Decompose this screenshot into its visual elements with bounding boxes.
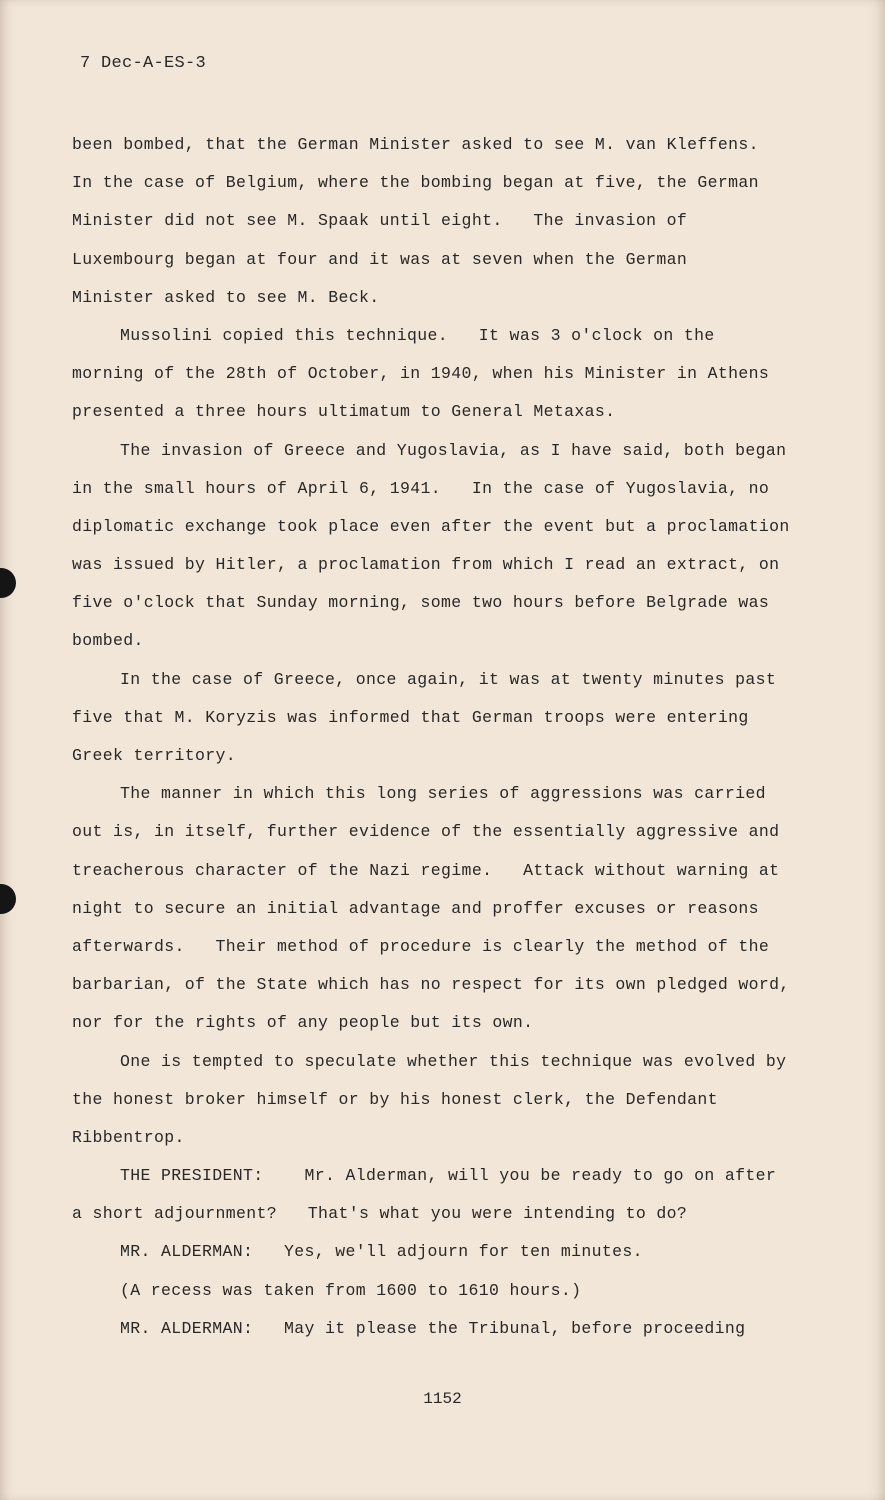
text-line: Mussolini copied this technique. It was 3 o'clock on the [120,325,715,345]
text-line: five that M. Koryzis was informed that German troops were entering [72,707,749,727]
text-line: Minister asked to see M. Beck. [72,287,380,307]
text-line: morning of the 28th of October, in 1940, when his Minister in Athens [72,364,770,384]
text-line: The invasion of Greece and Yugoslavia, as I have said, both began [120,440,787,460]
text-line: a short adjournment? That's what you were intending to do? [72,1204,688,1224]
text-line: out is, in itself, further evidence of the essentially aggressive and [72,822,780,842]
text-line: The manner in which this long series of aggressions was carried [120,784,766,804]
text-line: Ribbentrop. [72,1127,185,1147]
text-line: MR. ALDERMAN: May it please the Tribunal, before proceeding [120,1318,746,1338]
text-line: five o'clock that Sunday morning, some two hours before Belgrade was [72,593,770,613]
text-line: MR. ALDERMAN: Yes, we'll adjourn for ten minutes. [120,1242,643,1262]
text-line: presented a three hours ultimatum to General Metaxas. [72,402,616,422]
punch-hole-top [0,568,16,598]
text-line: was issued by Hitler, a proclamation from which I read an extract, on [72,555,780,575]
text-line: In the case of Greece, once again, it was at twenty minutes past [120,669,777,689]
text-line: (A recess was taken from 1600 to 1610 hours.) [120,1280,582,1300]
text-line: Luxembourg began at four and it was at seven when the German [72,249,688,269]
text-line: afterwards. Their method of procedure is clearly the method of the [72,936,770,956]
page-header-code: 7 Dec-A-ES-3 [80,54,207,73]
text-line: Greek territory. [72,746,237,765]
transcript-body [72,126,790,1348]
text-line: the honest broker himself or by his honest clerk, the Defendant [72,1089,718,1109]
text-line: One is tempted to speculate whether this technique was evolved by [120,1051,787,1071]
text-line: THE PRESIDENT: Mr. Alderman, will you be ready to go on after [120,1166,777,1186]
text-line: Minister did not see M. Spaak until eight. The invasion of [72,211,688,231]
text-line: treacherous character of the Nazi regime. Attack without warning at [72,860,780,880]
text-line: night to secure an initial advantage and proffer excuses or reasons [72,898,759,918]
punch-hole-bottom [0,884,16,914]
text-line: nor for the rights of any people but its own. [72,1013,534,1033]
text-line: bombed. [72,631,144,651]
text-line: been bombed, that the German Minister asked to see M. van Kleffens. [72,135,759,154]
text-line: barbarian, of the State which has no respect for its own pledged word, [72,975,790,995]
text-line: In the case of Belgium, where the bombing began at five, the German [72,173,759,193]
text-line: diplomatic exchange took place even after the event but a proclamation [72,516,790,536]
text-line: in the small hours of April 6, 1941. In the case of Yugoslavia, no [72,478,770,498]
page-number: 1152 [423,1390,462,1408]
